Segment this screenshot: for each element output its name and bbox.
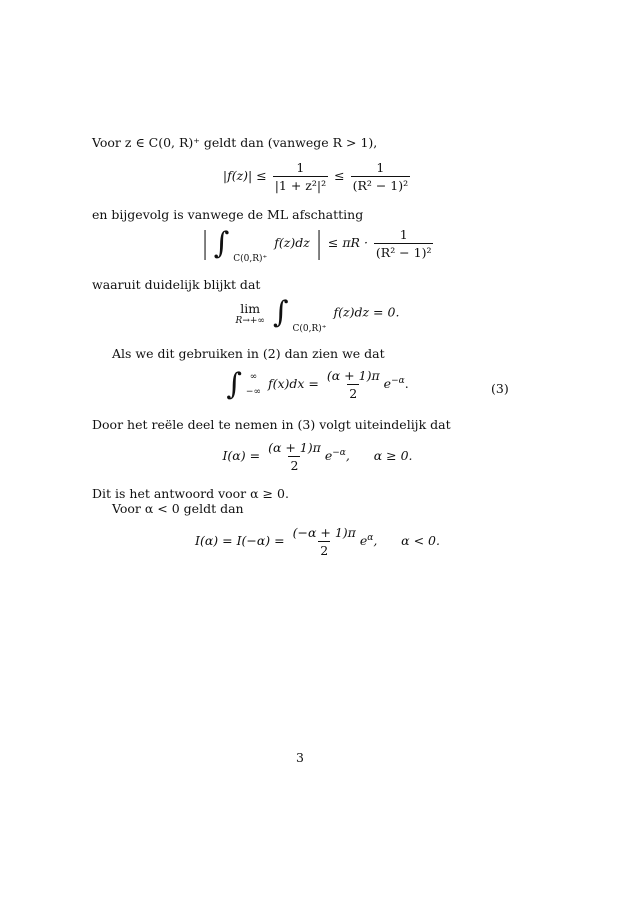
eq3-lim-word: lim xyxy=(240,300,261,316)
eq3-lim-sub: R→+∞ xyxy=(235,315,265,326)
eq2-rhs: ≤ πR · xyxy=(327,235,368,250)
paragraph-6: Dit is het antwoord voor α ≥ 0. xyxy=(92,486,289,501)
page-number: 3 xyxy=(296,750,304,765)
paragraph-3: waaruit duidelijk blijkt dat xyxy=(92,277,261,292)
eq4-fraction xyxy=(325,368,382,401)
eq1-mid: ≤ xyxy=(334,168,345,183)
eq1-lhs: |f(z)| ≤ xyxy=(222,168,267,183)
equation-4 xyxy=(0,368,635,401)
eq3-integral-sub: C(0,R)⁺ xyxy=(292,323,327,334)
eq6-exp-power: α xyxy=(367,532,374,543)
eq4-numerator: (α + 1)π xyxy=(326,368,380,383)
eq4-lower-limit: −∞ xyxy=(245,386,261,397)
eq2-integrand: f(z)dz xyxy=(274,235,310,250)
eq2-integral-sub: C(0,R)⁺ xyxy=(233,254,268,264)
equation-6 xyxy=(0,525,635,558)
eq1-f1-numerator: 1 xyxy=(296,160,305,175)
eq5-lhs: I(α) = xyxy=(222,448,261,463)
eq2-denominator: (R² − 1)² xyxy=(375,245,432,260)
eq1-fraction-2 xyxy=(351,160,411,193)
eq2-abs-left: | xyxy=(202,225,207,261)
eq4-exp-base: e xyxy=(383,376,392,391)
equation-1 xyxy=(0,160,635,193)
eq4-integral-limits xyxy=(246,370,261,399)
paragraph-7: Voor α < 0 geldt dan xyxy=(112,501,244,516)
paragraph-2: en bijgevolg is vanwege de ML afschatting xyxy=(92,207,364,222)
eq2-numerator: 1 xyxy=(399,227,408,242)
paragraph-4: Als we dit gebruiken in (2) dan zien we dat xyxy=(112,346,385,361)
paragraph-5: Door het reële deel te nemen in (3) volgt uiteindelijk dat xyxy=(92,417,451,432)
eq6-lhs: I(α) = I(−α) = xyxy=(195,533,285,548)
paragraph-1: Voor z ∈ C(0, R)⁺ geldt dan (vanwege R > 1), xyxy=(92,135,378,150)
eq4-integral-sign: ∫ xyxy=(226,366,242,402)
eq5-fraction xyxy=(266,440,323,473)
equation-3 xyxy=(0,295,635,336)
eq4-integrand: f(x)dx = xyxy=(267,376,319,391)
equation-2 xyxy=(0,227,635,266)
eq5-numerator: (α + 1)π xyxy=(268,440,321,455)
eq5-denominator: 2 xyxy=(290,458,299,473)
eq3-integral-sign: ∫ xyxy=(272,295,289,330)
eq3-limit xyxy=(236,301,265,326)
eq5-condition: , α ≥ 0. xyxy=(345,448,413,463)
eq1-fraction-1 xyxy=(273,160,328,193)
eq2-integral-sign: ∫ xyxy=(213,225,230,261)
eq6-numerator: (−α + 1)π xyxy=(292,525,356,540)
eq4-upper-limit: ∞ xyxy=(249,372,258,383)
eq4-number: (3) xyxy=(491,381,509,396)
eq6-fraction xyxy=(291,525,358,558)
eq6-exp-base: e xyxy=(359,533,368,548)
eq3-rest: f(z)dz = 0. xyxy=(333,304,400,320)
eq4-denominator: 2 xyxy=(349,386,358,401)
eq1-f1-denominator: |1 + z²|² xyxy=(274,178,327,193)
eq1-f2-numerator: 1 xyxy=(376,160,385,175)
eq4-end: . xyxy=(404,376,409,391)
eq1-f2-denominator: (R² − 1)² xyxy=(352,178,409,193)
equation-5 xyxy=(0,440,635,473)
eq4-exp-power: −α xyxy=(391,375,405,386)
eq5-exp-power: −α xyxy=(332,447,346,458)
eq6-denominator: 2 xyxy=(320,543,329,558)
eq2-fraction xyxy=(374,227,434,260)
eq6-condition: , α < 0. xyxy=(373,533,440,548)
eq2-abs-right: | xyxy=(316,225,322,261)
eq5-exp-base: e xyxy=(324,448,333,463)
